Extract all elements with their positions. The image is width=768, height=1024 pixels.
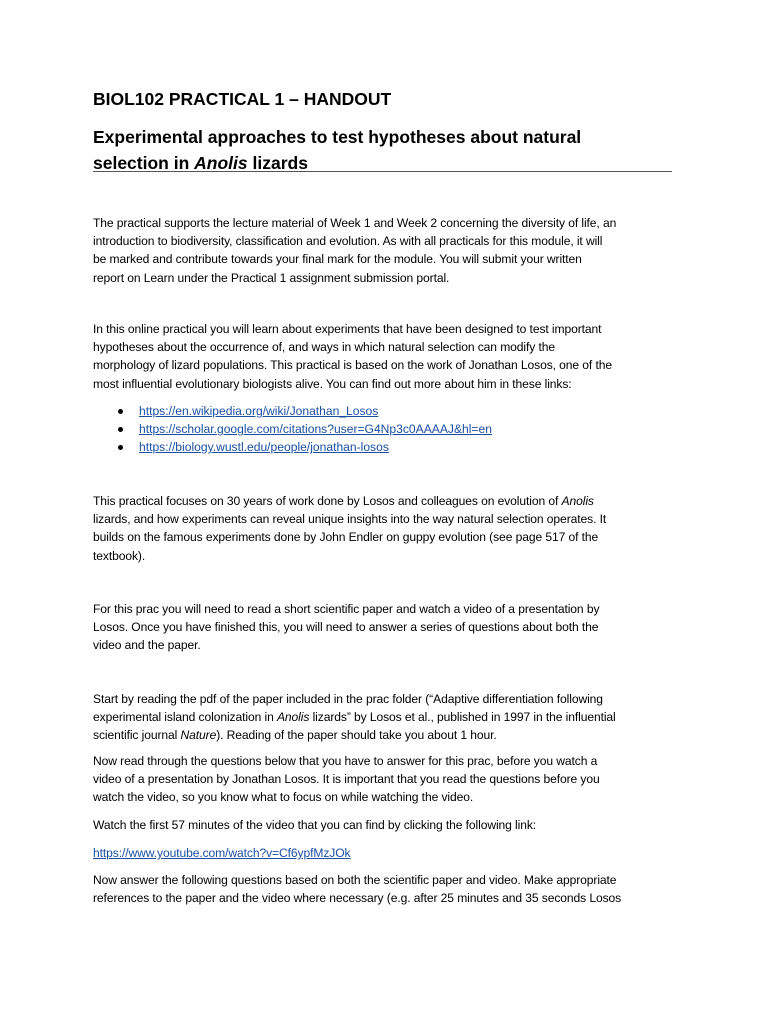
paragraph-line: In this online practical you will learn about experiments that have been designed to test important bbox=[93, 322, 602, 336]
paragraph-line: For this prac you will need to read a short scientific paper and watch a video of a presentation by bbox=[93, 602, 600, 616]
google-scholar-link[interactable]: https://scholar.google.com/citations?user=G4Np3c0AAAAJ&hl=en bbox=[139, 422, 492, 437]
bullet-icon bbox=[118, 445, 123, 450]
subtitle-line-2 bbox=[93, 150, 673, 176]
bullet-icon bbox=[118, 427, 123, 432]
wustl-profile-link[interactable]: https://biology.wustl.edu/people/jonathan-losos bbox=[139, 440, 389, 455]
paragraph-answer-questions bbox=[93, 871, 683, 907]
paragraph-online-practical bbox=[93, 320, 683, 393]
paragraph-line: references to the paper and the video where necessary (e.g. after 25 minutes and 35 seconds Losos bbox=[93, 891, 622, 906]
paragraph-text: experimental island colonization in bbox=[93, 710, 277, 725]
wikipedia-link[interactable]: https://en.wikipedia.org/wiki/Jonathan_Losos bbox=[139, 404, 379, 418]
subtitle-italic-genus: Anolis bbox=[194, 153, 248, 173]
document-subtitle bbox=[93, 124, 673, 176]
paragraph-line bbox=[93, 492, 683, 510]
list-item bbox=[118, 402, 492, 420]
subtitle-line-1: Experimental approaches to test hypotheses about natural bbox=[93, 127, 582, 147]
video-link-paragraph bbox=[93, 844, 683, 862]
list-item bbox=[118, 438, 492, 456]
paragraph-text: ). Reading of the paper should take you about 1 hour. bbox=[216, 728, 497, 743]
paragraph-read-paper bbox=[93, 690, 683, 745]
paragraph-line: video of a presentation by Jonathan Losos. It is important that you read the questions before you bbox=[93, 772, 600, 787]
paragraph-line: watch the video, so you know what to focus on while watching the video. bbox=[93, 790, 474, 805]
paragraph-focus bbox=[93, 492, 683, 565]
document-title: BIOL102 PRACTICAL 1 – HANDOUT bbox=[93, 89, 392, 109]
paragraph-line: video and the paper. bbox=[93, 638, 201, 653]
paragraph-line: Start by reading the pdf of the paper included in the prac folder (“Adaptive differentiation following bbox=[93, 692, 603, 706]
youtube-video-link[interactable]: https://www.youtube.com/watch?v=Cf6ypfMzJOk bbox=[93, 846, 351, 860]
subtitle-text: selection in bbox=[93, 153, 195, 173]
paragraph-line: most influential evolutionary biologists alive. You can find out more about him in these links: bbox=[93, 376, 572, 391]
paragraph-text: This practical focuses on 30 years of work done by Losos and colleagues on evolution of bbox=[93, 494, 562, 508]
paragraph-watch-video bbox=[93, 816, 683, 834]
paragraph-prac-requirements bbox=[93, 600, 683, 655]
paragraph-read-questions bbox=[93, 752, 683, 807]
paragraph-line bbox=[93, 726, 683, 744]
subtitle-divider bbox=[93, 171, 672, 172]
list-item bbox=[118, 420, 492, 438]
paragraph-line: introduction to biodiversity, classification and evolution. As with all practicals for this module, it will bbox=[93, 234, 603, 249]
paragraph-line: Losos. Once you have finished this, you will need to answer a series of questions about both the bbox=[93, 620, 599, 635]
losos-links-list bbox=[118, 402, 492, 457]
paragraph-line: hypotheses about the occurrence of, and ways in which natural selection can modify the bbox=[93, 340, 555, 355]
italic-journal: Nature bbox=[180, 728, 217, 743]
paragraph-text: scientific journal bbox=[93, 728, 181, 743]
paragraph-intro bbox=[93, 214, 683, 287]
paragraph-line: be marked and contribute towards your final mark for the module. You will submit your written bbox=[93, 252, 582, 267]
paragraph-line: morphology of lizard populations. This practical is based on the work of Jonathan Losos, one of the bbox=[93, 358, 612, 373]
subtitle-text: lizards bbox=[247, 153, 308, 173]
paragraph-line bbox=[93, 708, 683, 726]
paragraph-line: Now read through the questions below that you have to answer for this prac, before you watch a bbox=[93, 754, 598, 768]
italic-genus: Anolis bbox=[276, 710, 310, 725]
paragraph-line: Watch the first 57 minutes of the video that you can find by clicking the following link: bbox=[93, 818, 537, 832]
paragraph-line: textbook). bbox=[93, 548, 146, 563]
paragraph-line: report on Learn under the Practical 1 assignment submission portal. bbox=[93, 270, 450, 285]
paragraph-line: lizards, and how experiments can reveal unique insights into the way natural selection operates. It bbox=[93, 512, 607, 527]
paragraph-line: The practical supports the lecture material of Week 1 and Week 2 concerning the diversity of life, an bbox=[93, 216, 617, 230]
paragraph-line: builds on the famous experiments done by John Endler on guppy evolution (see page 517 of the bbox=[93, 530, 599, 545]
italic-genus: Anolis bbox=[561, 494, 594, 508]
paragraph-line: Now answer the following questions based on both the scientific paper and video. Make appropriate bbox=[93, 873, 617, 887]
bullet-icon bbox=[118, 409, 123, 414]
paragraph-text: lizards” by Losos et al., published in 1997 in the influential bbox=[309, 710, 616, 725]
